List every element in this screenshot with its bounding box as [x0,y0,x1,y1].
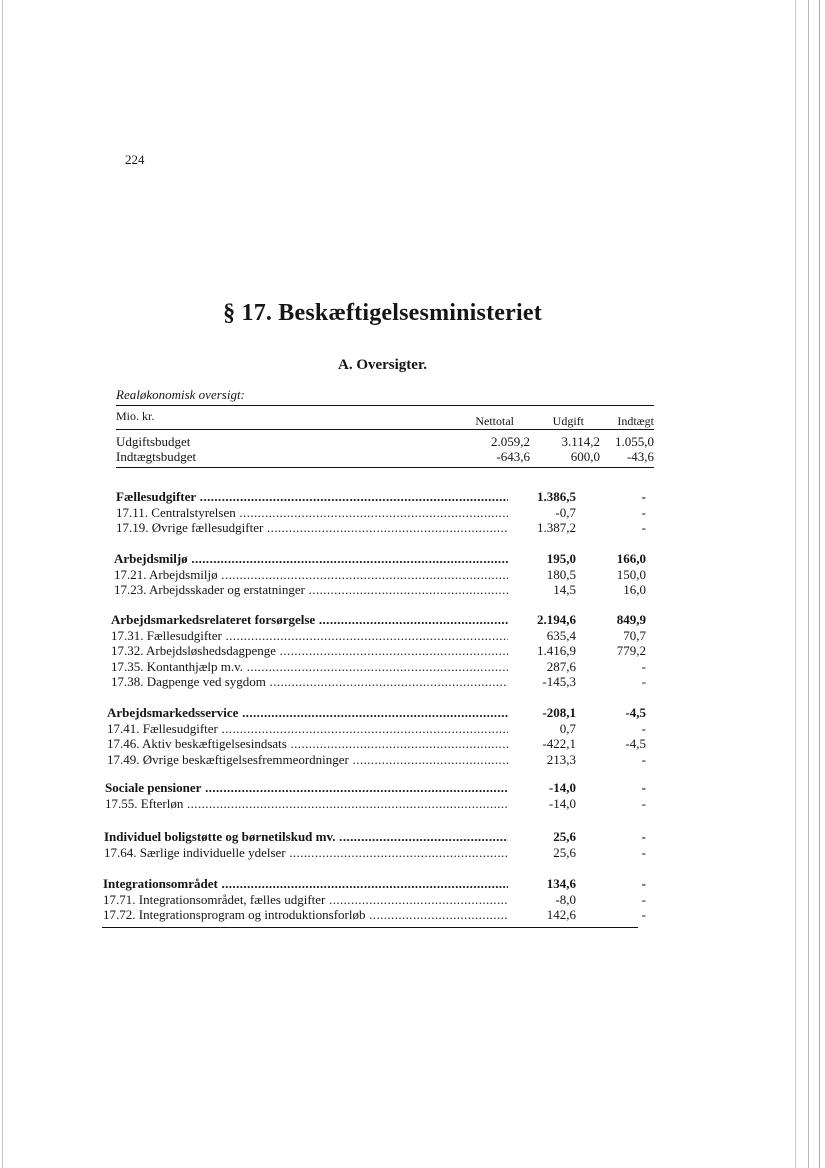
section-item-indtaegt: - [641,520,646,536]
section-item [111,658,646,675]
summary-label: Udgiftsbudget [116,434,191,449]
section-heading [103,876,646,892]
section-item-label: 17.41. Fællesudgifter [107,721,218,736]
section-item-udgift: 180,5 [546,567,576,582]
summary-row [116,449,654,465]
section-item-label: 17.21. Arbejdsmiljø [114,567,218,582]
section-heading [111,612,646,628]
header-indtaegt: Indtægt [617,414,654,428]
section-item [107,736,646,752]
section-item-indtaegt: 70,7 [623,628,646,643]
section-item [107,751,646,768]
section-item [103,907,646,923]
section-item-label: 17.49. Øvrige beskæftigelsesfremmeordninger [107,751,349,767]
section-item-udgift: 0,7 [559,721,576,736]
summary-row [116,434,654,450]
section-heading-indtaegt: - [641,876,646,891]
section-item-label: 17.31. Fællesudgifter [111,628,222,643]
summary-rule [116,467,654,468]
section-item [116,520,646,536]
unit-label: Mio. kr. [116,409,155,423]
section-item-udgift: 1.387,2 [537,520,576,536]
section-item [114,567,646,583]
header-udgift: Udgift [552,414,584,428]
section-item [116,505,646,521]
section-item-indtaegt: - [641,845,646,860]
section-item-udgift: 213,3 [546,751,576,767]
section-item [111,643,646,659]
section-item-indtaegt: 16,0 [623,582,646,598]
section-item-label: 17.11. Centralstyrelsen [116,505,236,520]
section-subtitle: A. Oversigter. [337,357,427,373]
summary-nettotal: 2.059,2 [491,434,530,449]
section-item-udgift: 287,6 [546,658,576,674]
section-heading-indtaegt: - [641,829,646,844]
section-item-label: 17.19. Øvrige fællesudgifter [116,520,264,536]
section-item-udgift: 1.416,9 [537,643,576,659]
table-bottom-rule [102,927,638,928]
section-item-udgift: -8,0 [555,892,576,907]
section-heading-udgift: -208,1 [542,705,576,720]
section-heading-udgift: 1.386,5 [537,489,576,504]
section-item [107,721,646,737]
section-heading-indtaegt: -4,5 [625,705,646,720]
section-heading-indtaegt: 849,9 [616,612,646,627]
summary-indtaegt: 1.055,0 [615,434,654,449]
scan-edge-right-3 [819,0,820,1168]
section-heading-udgift: 2.194,6 [537,612,576,627]
section-item-indtaegt: - [641,658,646,674]
section-item-udgift: 142,6 [546,907,576,923]
section-heading-udgift: 25,6 [553,829,576,844]
section-heading-indtaegt: - [641,489,646,504]
section-heading [107,705,646,721]
section-item [114,582,646,598]
table-caption: Realøkonomisk oversigt: [116,387,245,402]
section-item-udgift: 25,6 [553,845,576,860]
section-item-indtaegt: 779,2 [616,643,646,659]
section-item-udgift: -14,0 [548,796,576,811]
section-item [111,628,646,644]
section-item-label: 17.64. Særlige individuelle ydelser [104,845,286,860]
section-heading [104,829,646,845]
section-heading-udgift: -14,0 [548,780,576,795]
section-item-udgift: 635,4 [546,628,576,643]
section-heading-label: Individuel boligstøtte og børnetilskud mv. [104,829,336,844]
section-item-label: 17.72. Integrationsprogram og introduktionsforløb [103,907,366,923]
section-item-udgift: -145,3 [542,674,576,690]
section-item [105,796,646,812]
scan-edge-right-2 [808,0,809,1168]
section-item-label: 17.71. Integrationsområdet, fælles udgifter [103,892,326,907]
section-heading [105,780,646,796]
section-item [103,892,646,908]
section-item [111,674,646,690]
section-item-label: 17.35. Kontanthjælp m.v. [111,658,244,674]
summary-udgift: 3.114,2 [561,434,600,449]
section-heading-label: Fællesudgifter [116,489,197,504]
section-item-label: 17.32. Arbejdsløshedsdagpenge [111,643,277,659]
section-item-udgift: 14,5 [553,582,576,598]
page-title: § 17. Beskæftigelsesministeriet [223,300,542,326]
summary-indtaegt: -43,6 [626,449,654,464]
section-item-indtaegt: - [641,505,646,520]
summary-udgift: 600,0 [570,449,600,464]
section-heading-indtaegt: 166,0 [616,551,646,566]
section-item-indtaegt: 150,0 [616,567,646,582]
section-item-label: 17.55. Efterløn [105,796,184,811]
section-item-indtaegt: - [641,892,646,907]
scan-edge-right [795,0,796,1168]
section-item-label: 17.38. Dagpenge ved sygdom [111,674,266,690]
section-item-label: 17.23. Arbejdsskader og erstatninger [114,582,305,598]
section-item-indtaegt: - [641,674,646,690]
header-rule [116,429,654,430]
section-heading [114,551,646,567]
section-item-label: 17.46. Aktiv beskæftigelsesindsats [107,736,287,752]
section-heading [116,489,646,505]
section-item-indtaegt: - [641,751,646,767]
section-heading-label: Sociale pensioner [105,780,202,795]
section-heading-indtaegt: - [641,780,646,795]
section-item-indtaegt: -4,5 [625,736,646,752]
section-heading-label: Arbejdsmarkedsrelateret forsørgelse [111,612,316,627]
page-number: 224 [125,152,145,167]
section-heading-label: Arbejdsmiljø [114,551,188,566]
section-item-udgift: -422,1 [542,736,576,752]
summary-label: Indtægtsbudget [116,449,197,464]
section-heading-label: Arbejdsmarkedsservice [107,705,239,720]
section-heading-udgift: 195,0 [546,551,576,566]
header-nettotal: Nettotal [475,414,514,428]
section-item-udgift: -0,7 [555,505,576,520]
section-heading-label: Integrationsområdet [103,876,218,891]
section-item-indtaegt: - [641,721,646,736]
summary-nettotal: -643,6 [496,449,530,464]
section-item [104,845,646,861]
section-item-indtaegt: - [641,796,646,811]
table-top-rule [116,405,654,406]
section-heading-udgift: 134,6 [546,876,576,891]
scan-edge-left [2,0,3,1168]
section-item-indtaegt: - [641,907,646,923]
